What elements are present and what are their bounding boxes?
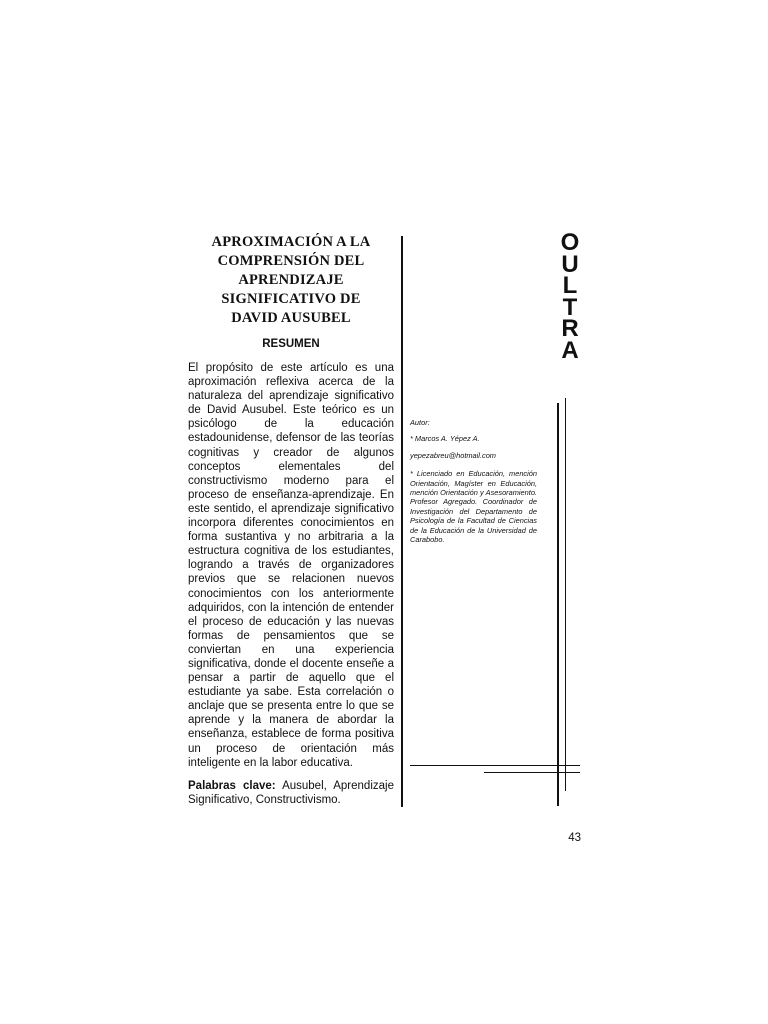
- keywords: [188, 779, 394, 807]
- side-letter: U: [561, 250, 579, 278]
- title-line: APRENDIZAJE: [238, 272, 344, 288]
- author-label: Autor:: [410, 418, 430, 427]
- keywords-text: Ausubel, Aprendizaje Significativo, Constructivismo.: [188, 780, 394, 807]
- article-title: [190, 233, 392, 328]
- side-letter: R: [561, 315, 579, 343]
- author-name: * Marcos A. Yépez A.: [410, 434, 480, 444]
- title-line: COMPRENSIÓN DEL: [217, 253, 365, 269]
- side-letter: T: [562, 293, 578, 321]
- decorative-rule-horizontal: [484, 772, 580, 773]
- decorative-rule-vertical: [557, 403, 559, 806]
- side-letter: L: [562, 272, 578, 300]
- title-line: SIGNIFICATIVO DE: [221, 291, 361, 307]
- abstract-text: El propósito de este artículo es una aproximación reflexiva acerca de la naturaleza del aprendizaje significativo de David Ausubel. Este teórico es un psicólogo de la educación estadounidense, defensor de las teorías cognitivas y creador de algunos conceptos elementales del constructivismo moderno para el proceso de enseñanza-aprendizaje. En este sentido, el aprendizaje significativo incorpora diferentes conocimientos en forma sustantiva y no arbitraria a la estructura cognitiva de los estudiantes, logrando a través de organizadores previos que se relacionen nuevos conocimientos con los anteriormente adquiridos, con la intención de entender el proceso de educación y las nuevas formas de pensamientos que se conviertan en una experiencia significativa, donde el docente enseñe a pensar a partir de aquello que el estudiante ya sabe. Esta correlación o anclaje que se presenta entre lo que se aprende y la manera de abordar la enseñanza, establece de forma positiva un proceso de orientación más inteligente en la labor educativa.: [188, 362, 394, 769]
- resumen-heading: RESUMEN: [262, 338, 320, 350]
- keywords-label: Palabras clave:: [188, 780, 276, 792]
- title-line: APROXIMACIÓN A LA: [211, 234, 371, 250]
- page-number: 43: [568, 832, 581, 844]
- section-vertical-word: [556, 229, 584, 364]
- author-email: yepezabreu@hotmail.com: [410, 450, 496, 460]
- author-block: [410, 418, 537, 551]
- decorative-rule-horizontal: [410, 765, 580, 766]
- decorative-rule-vertical: [565, 398, 566, 791]
- side-letter: O: [560, 229, 580, 256]
- side-letter: A: [561, 336, 579, 364]
- column-divider: [401, 236, 403, 807]
- title-line: DAVID AUSUBEL: [231, 310, 351, 326]
- author-bio: * Licenciado en Educación, mención Orientación, Magíster en Educación, mención Orientación y Asesoramiento. Profesor Agregado. Coordinador de Investigación del Departamento de Psicología de la Facultad de Ciencias de la Educación de la Universidad de Carabobo.: [410, 469, 537, 545]
